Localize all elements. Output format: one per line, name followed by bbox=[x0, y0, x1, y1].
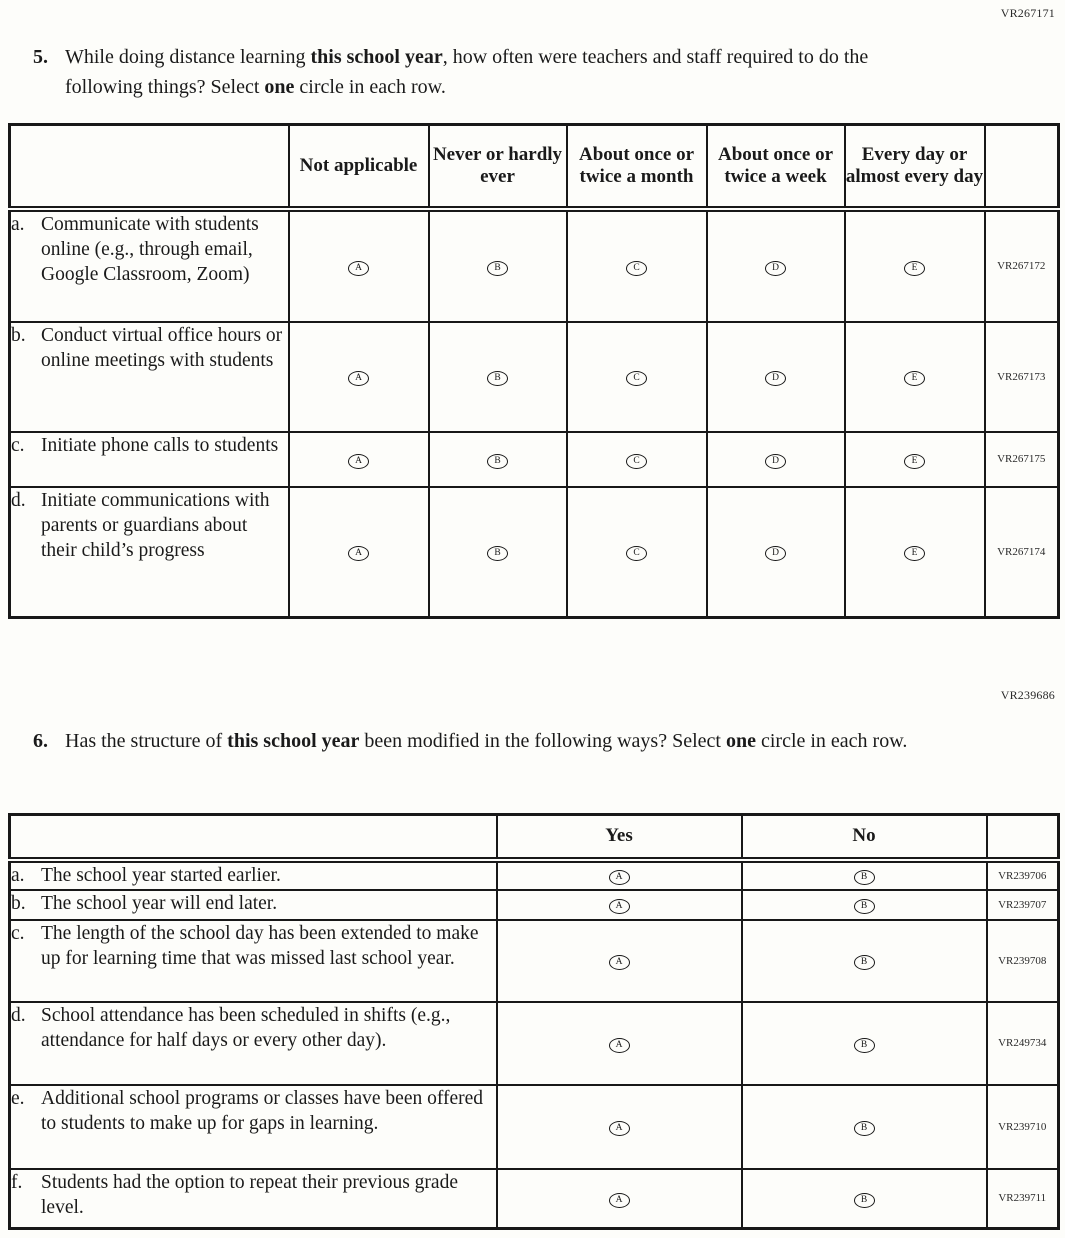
q5-row-c-cell-C bbox=[567, 432, 707, 487]
row-letter: d. bbox=[11, 489, 26, 511]
question-6-number: 6. bbox=[33, 730, 48, 752]
q5-row-d bbox=[10, 487, 1059, 618]
q5-row-c-option-B-bubble[interactable]: B bbox=[487, 454, 508, 469]
q5-row-a-option-B-bubble[interactable]: B bbox=[487, 261, 508, 276]
q5-header-code-empty bbox=[985, 125, 1059, 209]
q5-row-c-cell-D bbox=[707, 432, 845, 487]
row-text: Communicate with students online (e.g., through email, Google Classroom, Zoom) bbox=[41, 213, 259, 285]
q6-row-a bbox=[10, 860, 1059, 890]
q5-row-d-cell-D bbox=[707, 487, 845, 618]
q5-text-bold-segment: one bbox=[264, 76, 295, 98]
q6-row-b-label bbox=[10, 890, 497, 920]
q5-row-b-label bbox=[10, 322, 289, 432]
q6-text-segment: Has the structure of bbox=[65, 730, 228, 752]
q5-row-d-option-E-bubble[interactable]: E bbox=[904, 546, 925, 561]
q6-row-b bbox=[10, 890, 1059, 920]
q6-row-e-vr-code: VR239710 bbox=[987, 1085, 1059, 1169]
q5-row-c-cell-E bbox=[845, 432, 985, 487]
q5-row-d-label bbox=[10, 487, 289, 618]
q5-frequency-table bbox=[8, 123, 1060, 619]
row-text: Additional school programs or classes have been offered to students to make up for gaps in learning. bbox=[41, 1087, 484, 1134]
q6-row-a-cell-yes bbox=[497, 860, 742, 890]
q5-row-c-cell-B bbox=[429, 432, 567, 487]
q6-header-empty bbox=[10, 815, 497, 860]
q6-yes-no-table bbox=[8, 813, 1060, 1230]
q5-row-a-cell-A bbox=[289, 209, 429, 322]
q6-row-d-yes-bubble[interactable]: A bbox=[609, 1038, 630, 1053]
q6-text-segment: been modified in the following ways? Select bbox=[359, 730, 726, 752]
q5-header-once-month: About once or twice a month bbox=[567, 125, 707, 209]
row-text: The school year started earlier. bbox=[41, 864, 281, 886]
q6-row-a-no-bubble[interactable]: B bbox=[854, 870, 875, 885]
q6-row-b-yes-bubble[interactable]: A bbox=[609, 899, 630, 914]
q6-header-yes: Yes bbox=[497, 815, 742, 860]
row-letter: c. bbox=[11, 434, 25, 456]
q6-row-b-vr-code: VR239707 bbox=[987, 890, 1059, 920]
q6-row-d-no-bubble[interactable]: B bbox=[854, 1038, 875, 1053]
q5-row-a-cell-D bbox=[707, 209, 845, 322]
q6-row-e-no-bubble[interactable]: B bbox=[854, 1121, 875, 1136]
row-text: Students had the option to repeat their previous grade level. bbox=[41, 1171, 458, 1218]
row-letter: f. bbox=[11, 1171, 23, 1193]
q5-row-c-vr-code: VR267175 bbox=[985, 432, 1059, 487]
q5-row-d-cell-E bbox=[845, 487, 985, 618]
q5-text-segment: While doing distance learning bbox=[65, 46, 311, 68]
q6-row-a-yes-bubble[interactable]: A bbox=[609, 870, 630, 885]
row-text: The length of the school day has been extended to make up for learning time that was missed last school year. bbox=[41, 922, 479, 969]
q6-row-f-vr-code: VR239711 bbox=[987, 1169, 1059, 1229]
q5-row-a-cell-B bbox=[429, 209, 567, 322]
q5-row-d-option-C-bubble[interactable]: C bbox=[626, 546, 647, 561]
q5-row-a-option-A-bubble[interactable]: A bbox=[348, 261, 369, 276]
row-text: Initiate phone calls to students bbox=[41, 434, 279, 456]
question-5-text bbox=[57, 42, 913, 102]
q6-row-b-no-bubble[interactable]: B bbox=[854, 899, 875, 914]
row-text: Conduct virtual office hours or online meetings with students bbox=[41, 324, 283, 371]
q6-row-c bbox=[10, 920, 1059, 1002]
q6-vr-code: VR239686 bbox=[1000, 688, 1055, 702]
q6-row-b-cell-yes bbox=[497, 890, 742, 920]
row-letter: c. bbox=[11, 922, 25, 944]
q6-row-d bbox=[10, 1002, 1059, 1085]
q5-row-a-vr-code: VR267172 bbox=[985, 209, 1059, 322]
q5-row-a-option-C-bubble[interactable]: C bbox=[626, 261, 647, 276]
question-6-text bbox=[57, 726, 983, 756]
q5-header-once-week: About once or twice a week bbox=[707, 125, 845, 209]
q5-row-d-cell-C bbox=[567, 487, 707, 618]
q5-row-b-cell-E bbox=[845, 322, 985, 432]
row-text: The school year will end later. bbox=[41, 892, 278, 914]
q5-row-d-option-D-bubble[interactable]: D bbox=[765, 546, 786, 561]
q5-row-b-option-D-bubble[interactable]: D bbox=[765, 371, 786, 386]
q6-row-a-label bbox=[10, 860, 497, 890]
q5-row-b-option-C-bubble[interactable]: C bbox=[626, 371, 647, 386]
q6-header-code-empty bbox=[987, 815, 1059, 860]
q5-row-b-cell-C bbox=[567, 322, 707, 432]
q5-row-c-option-C-bubble[interactable]: C bbox=[626, 454, 647, 469]
q5-row-b-cell-A bbox=[289, 322, 429, 432]
q6-row-c-no-bubble[interactable]: B bbox=[854, 955, 875, 970]
q6-row-d-cell-yes bbox=[497, 1002, 742, 1085]
q5-row-b-option-A-bubble[interactable]: A bbox=[348, 371, 369, 386]
q5-row-b-option-E-bubble[interactable]: E bbox=[904, 371, 925, 386]
q6-row-f-yes-bubble[interactable]: A bbox=[609, 1193, 630, 1208]
q6-row-f-label bbox=[10, 1169, 497, 1229]
q5-header-never: Never or hardly ever bbox=[429, 125, 567, 209]
q5-row-a bbox=[10, 209, 1059, 322]
question-5-number: 5. bbox=[33, 46, 48, 68]
row-letter: a. bbox=[11, 213, 25, 235]
q6-row-c-yes-bubble[interactable]: A bbox=[609, 955, 630, 970]
q5-row-c-cell-A bbox=[289, 432, 429, 487]
q6-row-e-label bbox=[10, 1085, 497, 1169]
q5-row-a-option-D-bubble[interactable]: D bbox=[765, 261, 786, 276]
q6-row-c-cell-no bbox=[742, 920, 987, 1002]
q5-row-c-option-A-bubble[interactable]: A bbox=[348, 454, 369, 469]
q5-row-b-cell-D bbox=[707, 322, 845, 432]
q6-text-segment: circle in each row. bbox=[755, 730, 908, 752]
q6-row-a-cell-no bbox=[742, 860, 987, 890]
q6-header-row bbox=[10, 815, 1059, 860]
q6-row-f bbox=[10, 1169, 1059, 1229]
q5-row-c-option-E-bubble[interactable]: E bbox=[904, 454, 925, 469]
row-letter: a. bbox=[11, 864, 25, 886]
q5-row-d-cell-B bbox=[429, 487, 567, 618]
q6-row-e-cell-yes bbox=[497, 1085, 742, 1169]
q5-row-a-label bbox=[10, 209, 289, 322]
q5-row-d-vr-code: VR267174 bbox=[985, 487, 1059, 618]
q5-row-b-cell-B bbox=[429, 322, 567, 432]
q5-row-a-cell-C bbox=[567, 209, 707, 322]
q6-row-d-label bbox=[10, 1002, 497, 1085]
q5-header-empty bbox=[10, 125, 289, 209]
question-5 bbox=[33, 42, 913, 102]
q6-row-c-cell-yes bbox=[497, 920, 742, 1002]
row-letter: e. bbox=[11, 1087, 25, 1109]
q6-row-f-no-bubble[interactable]: B bbox=[854, 1193, 875, 1208]
row-text: Initiate communications with parents or guardians about their child’s progress bbox=[41, 489, 270, 561]
q6-row-e bbox=[10, 1085, 1059, 1169]
q5-text-segment: , how often were teachers and staff required to do the following things? Select bbox=[65, 46, 869, 98]
q6-row-e-cell-no bbox=[742, 1085, 987, 1169]
row-letter: b. bbox=[11, 892, 26, 914]
q5-row-c-option-D-bubble[interactable]: D bbox=[765, 454, 786, 469]
q5-header-row bbox=[10, 125, 1059, 209]
q6-row-e-yes-bubble[interactable]: A bbox=[609, 1121, 630, 1136]
q5-row-d-cell-A bbox=[289, 487, 429, 618]
q5-text-bold-segment: this school year bbox=[310, 46, 443, 68]
row-letter: b. bbox=[11, 324, 26, 346]
q6-row-f-cell-yes bbox=[497, 1169, 742, 1229]
q6-row-d-cell-no bbox=[742, 1002, 987, 1085]
q5-text-segment: circle in each row. bbox=[294, 76, 446, 98]
q5-row-a-option-E-bubble[interactable]: E bbox=[904, 261, 925, 276]
q6-text-bold-segment: this school year bbox=[227, 730, 360, 752]
q6-row-f-cell-no bbox=[742, 1169, 987, 1229]
row-text: School attendance has been scheduled in shifts (e.g., attendance for half days or every other day). bbox=[41, 1004, 451, 1051]
q6-row-c-label bbox=[10, 920, 497, 1002]
q5-row-c-label bbox=[10, 432, 289, 487]
q6-row-b-cell-no bbox=[742, 890, 987, 920]
q6-row-c-vr-code: VR239708 bbox=[987, 920, 1059, 1002]
page-vr-code: VR267171 bbox=[1000, 6, 1055, 20]
q6-row-d-vr-code: VR249734 bbox=[987, 1002, 1059, 1085]
question-6 bbox=[33, 726, 983, 756]
q5-row-b-option-B-bubble[interactable]: B bbox=[487, 371, 508, 386]
q6-text-bold-segment: one bbox=[725, 730, 756, 752]
q6-row-a-vr-code: VR239706 bbox=[987, 860, 1059, 890]
q5-row-d-option-B-bubble[interactable]: B bbox=[487, 546, 508, 561]
q5-header-every-day: Every day or almost every day bbox=[845, 125, 985, 209]
q5-row-a-cell-E bbox=[845, 209, 985, 322]
q5-header-not-applicable: Not applicable bbox=[289, 125, 429, 209]
q5-row-c bbox=[10, 432, 1059, 487]
q5-row-b bbox=[10, 322, 1059, 432]
q5-row-b-vr-code: VR267173 bbox=[985, 322, 1059, 432]
q6-header-no: No bbox=[742, 815, 987, 860]
row-letter: d. bbox=[11, 1004, 26, 1026]
q5-row-d-option-A-bubble[interactable]: A bbox=[348, 546, 369, 561]
